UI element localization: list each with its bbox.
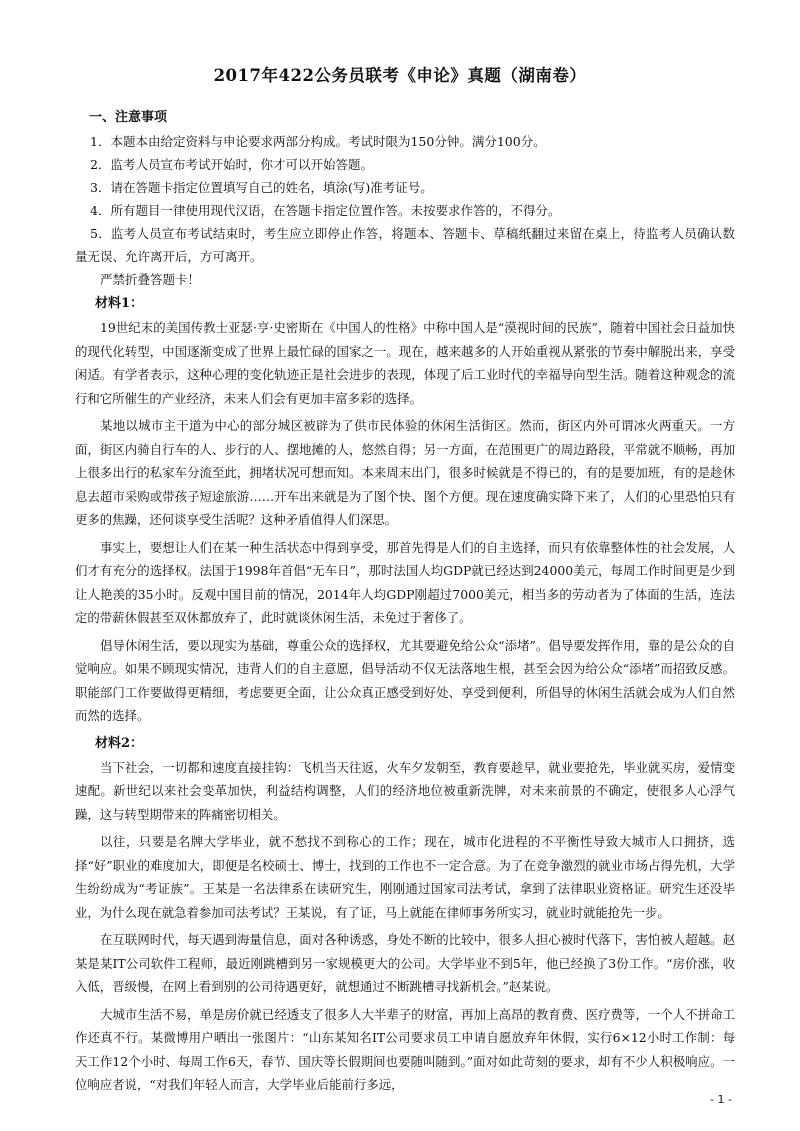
notice-item: 3．请在答题卡指定位置填写自己的姓名，填涂(写)准考证号。 bbox=[90, 180, 433, 195]
notice-item: 4．所有题目一律使用现代汉语，在答题卡指定位置作答。未按要求作答的，不得分。 bbox=[90, 203, 561, 218]
material-1-paragraph: 19世纪末的美国传教士亚瑟·亨·史密斯在《中国人的性格》中称中国人是“漠视时间的民族”，随着中国社会日益加快的现代化转型，中国逐渐变成了世界上最忙碌的国家之一。现在，越来越多的人开始重视从紧张的节奏中解脱出来，享受闲适。有学者表示，这种心理的变化轨迹正是社会进步的表现，体现了后工业时代的幸福导向型生活。随着这种观念的流行和它所催生的产业经济，未来人们会有更加丰富多彩的选择。 bbox=[75, 320, 735, 406]
material-2-paragraph: 大城市生活不易，单是房价就已经透支了很多人大半辈子的财富，再加上高昂的教育费、医疗费等，一个人不拼命工作还真不行。某微博用户晒出一张图片：“山东某知名IT公司要求员工申请自愿放弃年休假，实行6×12小时工作制：每天工作12个小时、每周工作6天，春节、国庆等长假期间也要随叫随到。”面对如此苛刻的要求，却有不少人积极响应。一位响应者说，“对我们年轻人而言，大学毕业后能前行多远， bbox=[75, 1006, 735, 1092]
notice-item: 2．监考人员宣布考试开始时，你才可以开始答题。 bbox=[90, 157, 373, 172]
material-1-paragraph: 事实上，要想让人们在某一种生活状态中得到享受，那首先得是人们的自主选择，而只有依靠整体性的社会发展，人们才有充分的选择权。法国于1998年首倡“无车日”，那时法国人均GDP就已经达到24000美元，每周工作时间更是少到让人艳羡的35小时。反观中国目前的情况，2014年人均GDP刚超过7000美元，相当多的劳动者为了体面的生活，连法定的带薪休假甚至双休都放弃了，此时就谈休闲生活，未免过于奢侈了。 bbox=[75, 539, 735, 625]
material-2-paragraph: 当下社会，一切都和速度直接挂钩：飞机当天往返，火车夕发朝至，教育要趁早，就业要抢先，毕业就买房，爱情变速配。新世纪以来社会变革加快，利益结构调整，人们的经济地位被重新洗牌，对未来前景的不确定，使很多人心浮气躁，这与转型期带来的阵痛密切相关。 bbox=[75, 759, 735, 822]
notice-warning: 严禁折叠答题卡！ bbox=[100, 272, 201, 287]
notice-item: 5．监考人员宣布考试结束时，考生应立即停止作答，将题本、答题卡、草稿纸翻过来留在桌上，待监考人员确认数量无误、允许离开后，方可离开。 bbox=[75, 226, 735, 264]
document-title: 2017年422公务员联考《申论》真题（湖南卷） bbox=[213, 66, 587, 85]
document-body bbox=[75, 106, 735, 1101]
material-2-paragraph: 在互联网时代，每天遇到海量信息，面对各种诱惑，身处不断的比较中，很多人担心被时代落下，害怕被人超越。赵某是某IT公司软件工程师，最近刚跳槽到另一家规模更大的公司。大学毕业不到5年，他已经换了3份工作。“房价涨，收入低，晋级慢，在网上看到别的公司待遇更好，就想通过不断跳槽寻找新机会。”赵某说。 bbox=[75, 932, 735, 994]
notice-heading: 一、注意事项 bbox=[89, 110, 168, 125]
notice-list bbox=[75, 130, 735, 268]
material-1-paragraph: 某地以城市主干道为中心的部分城区被辟为了供市民体验的休闲生活街区。然而，街区内外可谓冰火两重天。一方面，街区内骑自行车的人、步行的人、摆地摊的人，悠然自得；另一方面，在范围更广的周边路段，平常就不顺畅，再加上很多出行的私家车分流至此，拥堵状况可想而知。本来周末出门，很多时候就是不得已的，有的是要加班，有的是趁休息去超市采购或带孩子短途旅游……开车出来就是为了图个快、图个方便。现在速度确实降下来了，人们的心里恐怕只有更多的焦躁，还何谈享受生活呢？这种矛盾值得人们深思。 bbox=[75, 418, 735, 527]
notice-item: 1．本题本由给定资料与申论要求两部分构成。考试时限为150分钟。满分100分。 bbox=[90, 134, 546, 149]
material-2-paragraph: 以往，只要是名牌大学毕业，就不愁找不到称心的工作；现在，城市化进程的不平衡性导致大城市人口拥挤，选择“好”职业的难度加大，即便是名校硕士、博士，找到的工作也不一定合意。为了在竞争激烈的就业市场占得先机，大学生纷纷成为“考证族”。王某是一名法律系在读研究生，刚刚通过国家司法考试，拿到了法律职业资格证。研究生还没毕业，为什么现在就急着参加司法考试？王某说，有了证，马上就能在律师事务所实习，就业时就能抢先一步。 bbox=[75, 834, 735, 920]
page-number: - 1 - bbox=[710, 1093, 732, 1106]
material-2-heading: 材料2： bbox=[95, 735, 144, 751]
material-1-heading: 材料1： bbox=[95, 296, 144, 311]
material-1-paragraph: 倡导休闲生活，要以现实为基础，尊重公众的选择权，尤其要避免给公众“添堵”。倡导要发挥作用，靠的是公众的自觉响应。如果不顾现实情况，违背人们的自主意愿，倡导活动不仅无法落地生根，甚至会因为给公众“添堵”而招致反感。职能部门工作要做得更精细，考虑要更全面，让公众真正感受到好处、享受到便利，所倡导的休闲生活就会成为人们自然而然的选择。 bbox=[75, 637, 735, 723]
